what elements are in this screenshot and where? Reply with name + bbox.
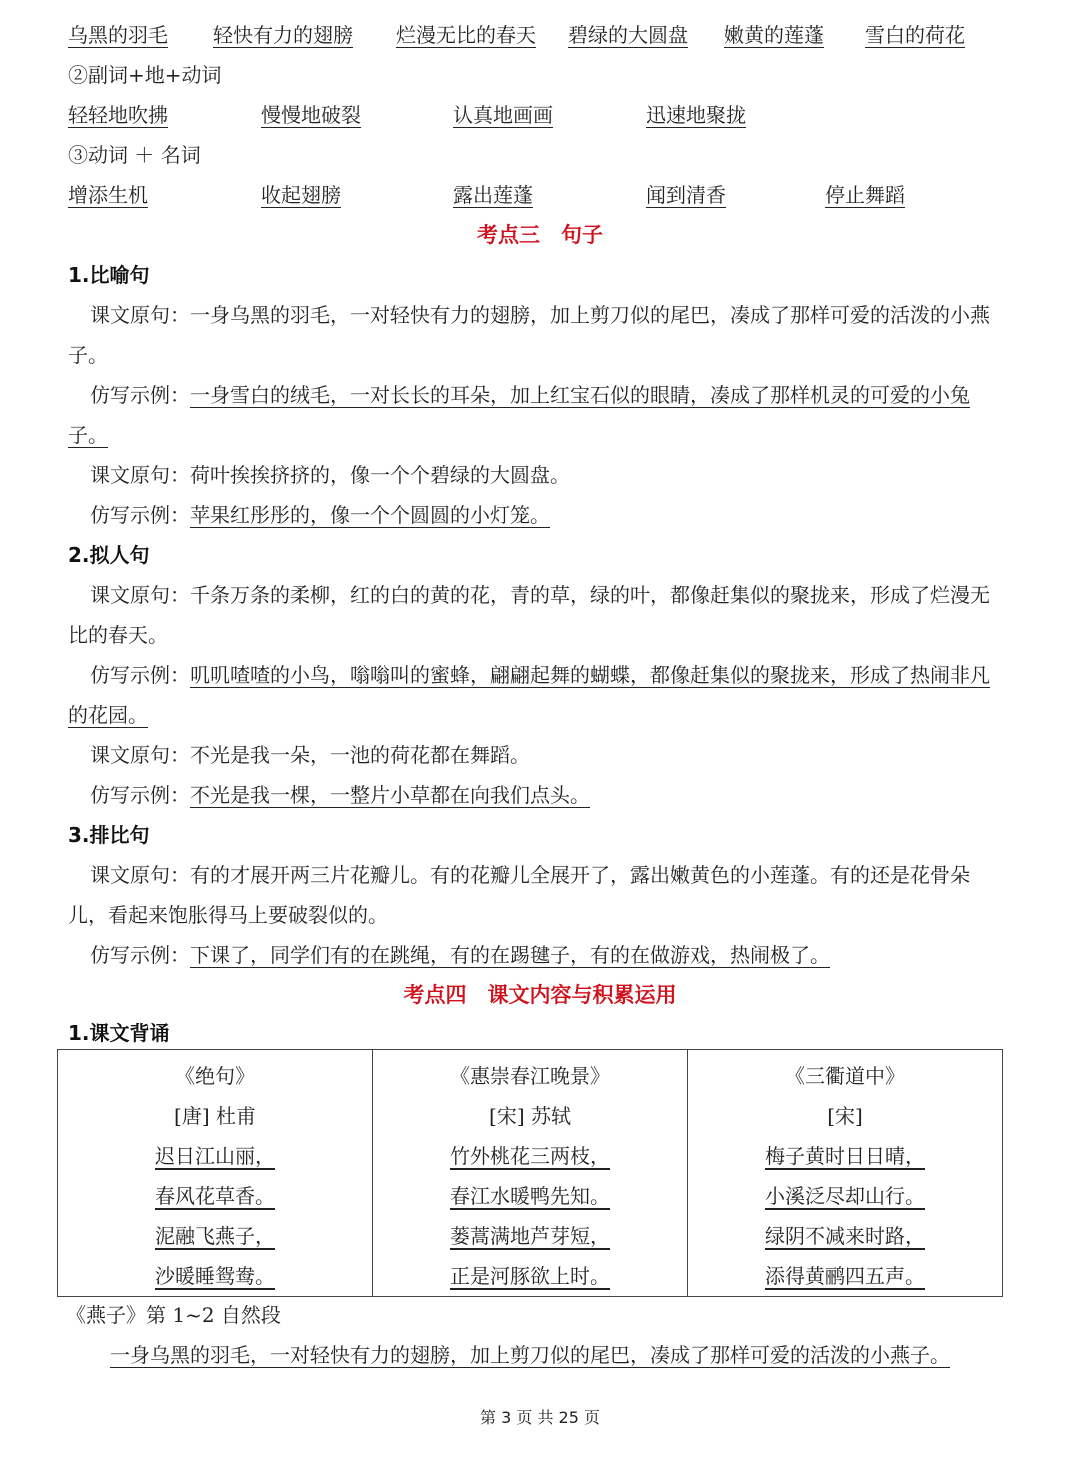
original-text: 不光是我一朵，一池的荷花都在舞蹈。 [190, 743, 530, 767]
imitation-label: 仿写示例： [90, 943, 190, 967]
poem-line: 春风花草香。 [155, 1184, 275, 1208]
type-2-label: ②副词+地+动词 [68, 63, 222, 87]
original-text: 千条万条的柔柳，红的白的黄的花，青的草，绿的叶，都像赶集似的聚拢来，形成了烂漫无比的春天。 [68, 583, 990, 647]
phrase: 迅速地聚拢 [646, 103, 746, 127]
original-text: 有的才展开两三片花瓣儿。有的花瓣儿全展开了，露出嫩黄色的小莲蓬。有的还是花骨朵儿，看起来饱胀得马上要破裂似的。 [68, 863, 970, 927]
simile-original-1 [68, 295, 1008, 375]
imitation-text: 不光是我一棵，一整片小草都在向我们点头。 [190, 783, 590, 807]
parallelism-original-1 [68, 855, 1008, 935]
phrase: 闻到清香 [646, 183, 726, 207]
phrase: 轻快有力的翅膀 [213, 23, 353, 47]
phrase-row-2 [0, 95, 1080, 135]
personification-original-1 [68, 575, 1008, 655]
section-3-title: 考点三 句子 [477, 223, 603, 247]
imitation-label: 仿写示例： [90, 503, 190, 527]
poem-line: 小溪泛尽却山行。 [765, 1184, 925, 1208]
imitation-text: 叽叽喳喳的小鸟，嗡嗡叫的蜜蜂，翩翩起舞的蝴蝶，都像赶集似的聚拢来，形成了热闹非凡的花园。 [68, 663, 990, 727]
poem-cell [373, 1050, 688, 1297]
phrase: 收起翅膀 [261, 183, 341, 207]
original-label: 课文原句： [90, 583, 190, 607]
imitation-text: 下课了，同学们有的在跳绳，有的在踢毽子，有的在做游戏，热闹极了。 [190, 943, 830, 967]
personification-original-2 [68, 735, 1008, 775]
yanzi-text: 一身乌黑的羽毛，一对轻快有力的翅膀，加上剪刀似的尾巴，凑成了那样可爱的活泼的小燕子。 [110, 1343, 950, 1367]
simile-imitation-2 [68, 495, 1008, 535]
recite-heading: 1.课文背诵 [68, 1021, 170, 1045]
phrase: 慢慢地破裂 [261, 103, 361, 127]
poem-line: 沙暖睡鸳鸯。 [155, 1264, 275, 1288]
poem-line: 正是河豚欲上时。 [450, 1264, 610, 1288]
simile-original-2 [68, 455, 1008, 495]
poem-line: 泥融飞燕子， [155, 1224, 275, 1248]
imitation-label: 仿写示例： [90, 783, 190, 807]
phrase: 雪白的荷花 [865, 23, 965, 47]
phrase: 碧绿的大圆盘 [568, 23, 688, 47]
personification-imitation-2 [68, 775, 1008, 815]
poem-line: 添得黄鹂四五声。 [765, 1264, 925, 1288]
phrase: 增添生机 [68, 183, 148, 207]
phrase: 烂漫无比的春天 [396, 23, 536, 47]
phrase: 停止舞蹈 [825, 183, 905, 207]
parallelism-imitation-1 [68, 935, 1008, 975]
original-text: 荷叶挨挨挤挤的，像一个个碧绿的大圆盘。 [190, 463, 570, 487]
poem-line: 迟日江山丽， [155, 1144, 275, 1168]
phrase: 嫩黄的莲蓬 [724, 23, 824, 47]
poem-title: 《绝句》 [175, 1064, 255, 1088]
poem-author: [宋] 苏轼 [489, 1104, 571, 1128]
poem-line: 春江水暖鸭先知。 [450, 1184, 610, 1208]
personification-imitation-1 [68, 655, 1008, 735]
phrase: 露出莲蓬 [453, 183, 533, 207]
page-number: 第 3 页 共 25 页 [480, 1408, 600, 1427]
poem-cell [58, 1050, 373, 1297]
poem-table [57, 1049, 1003, 1297]
poem-title: 《惠崇春江晚景》 [450, 1064, 610, 1088]
poem-author: [宋] [827, 1104, 863, 1128]
imitation-label: 仿写示例： [90, 663, 190, 687]
poem-line: 梅子黄时日日晴， [765, 1144, 925, 1168]
original-label: 课文原句： [90, 743, 190, 767]
phrase: 认真地画画 [453, 103, 553, 127]
original-label: 课文原句： [90, 863, 190, 887]
poem-title: 《三衢道中》 [785, 1064, 905, 1088]
original-label: 课文原句： [90, 463, 190, 487]
poem-line: 绿阴不减来时路， [765, 1224, 925, 1248]
yanzi-passage [110, 1335, 950, 1375]
poem-author: [唐] 杜甫 [174, 1104, 256, 1128]
personification-heading: 2.拟人句 [68, 543, 150, 567]
simile-imitation-1 [68, 375, 1008, 455]
imitation-text: 苹果红彤彤的，像一个个圆圆的小灯笼。 [190, 503, 550, 527]
parallelism-heading: 3.排比句 [68, 823, 150, 847]
imitation-label: 仿写示例： [90, 383, 190, 407]
imitation-text: 一身雪白的绒毛，一对长长的耳朵，加上红宝石似的眼睛，凑成了那样机灵的可爱的小兔子。 [68, 383, 970, 447]
phrase: 乌黑的羽毛 [68, 23, 168, 47]
original-label: 课文原句： [90, 303, 190, 327]
original-text: 一身乌黑的羽毛，一对轻快有力的翅膀，加上剪刀似的尾巴，凑成了那样可爱的活泼的小燕子。 [68, 303, 990, 367]
poem-cell [688, 1050, 1003, 1297]
section-4-title: 考点四 课文内容与积累运用 [403, 983, 677, 1007]
phrase: 轻轻地吹拂 [68, 103, 168, 127]
simile-heading: 1.比喻句 [68, 263, 150, 287]
yanzi-reference: 《燕子》第 1~2 自然段 [66, 1303, 281, 1327]
poem-line: 竹外桃花三两枝， [450, 1144, 610, 1168]
poem-line: 蒌蒿满地芦芽短， [450, 1224, 610, 1248]
phrase-row-1 [0, 15, 1080, 55]
type-3-label: ③动词 ＋ 名词 [68, 143, 201, 167]
phrase-row-3 [0, 175, 1080, 215]
